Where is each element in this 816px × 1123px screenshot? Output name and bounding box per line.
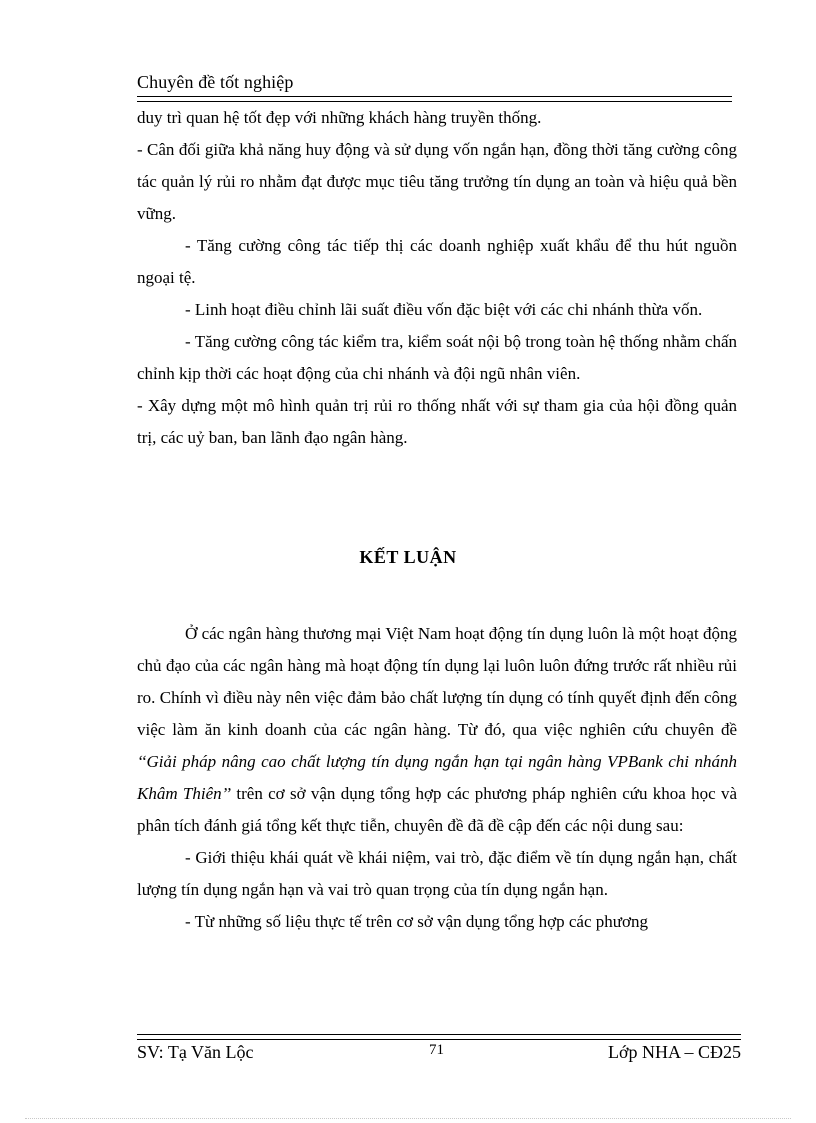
conclusion-body <box>137 618 737 938</box>
paragraph-internal-control: - Tăng cường công tác kiểm tra, kiểm soát nội bộ trong toàn hệ thống nhằm chấn chỉnh kịp thời các hoạt động của chi nhánh và đội ngũ nhân viên. <box>137 332 737 383</box>
conclusion-intro-paragraph <box>137 618 737 842</box>
conclusion-intro-text: Ở các ngân hàng thương mại Việt Nam hoạt động tín dụng luôn là một hoạt động chủ đạo của các ngân hàng mà hoạt động tín dụng lại luôn luôn đứng trước rất nhiều rủi ro. Chính vì điều này nên việc đảm bảo chất lượng tín dụng có tính quyết định đến công việc làm ăn kinh doanh của các ngân hàng. Từ đó, qua việc nghiên cứu chuyên đề <box>137 624 737 739</box>
upper-body <box>137 102 737 454</box>
conclusion-point-data: - Từ những số liệu thực tế trên cơ sở vận dụng tổng hợp các phương <box>185 912 648 931</box>
thesis-title-italic: ‘‘Giải pháp nâng cao chất lượng tín dụng ngắn hạn tại ngân hàng VPBank chi nhánh Khâm Thiên’’ <box>137 752 737 803</box>
page-bottom-dotted-border <box>25 1118 791 1119</box>
footer-page-number: 71 <box>429 1042 444 1058</box>
page-header-title: Chuyên đề tốt nghiệp <box>137 72 294 92</box>
paragraph-risk-model: - Xây dựng một mô hình quản trị rủi ro thống nhất với sự tham gia của hội đồng quản trị, các uỷ ban, ban lãnh đạo ngân hàng. <box>137 396 737 447</box>
footer-student-name: SV: Tạ Văn Lộc <box>137 1042 254 1062</box>
footer-class: Lớp NHA – CĐ25 <box>607 1042 741 1062</box>
section-title-conclusion: KẾT LUẬN <box>359 547 457 567</box>
paragraph-capital-balance: - Cân đối giữa khả năng huy động và sử dụng vốn ngắn hạn, đồng thời tăng cường công tác quản lý rủi ro nhằm đạt được mục tiêu tăng trưởng tín dụng an toàn và hiệu quả bền vững. <box>137 140 737 223</box>
paragraph-export-marketing: - Tăng cường công tác tiếp thị các doanh nghiệp xuất khẩu để thu hút nguồn ngoại tệ. <box>137 236 737 287</box>
conclusion-point-overview: - Giới thiệu khái quát về khái niệm, vai trò, đặc điểm về tín dụng ngắn hạn, chất lượng tín dụng ngắn hạn và vai trò quan trọng của tín dụng ngắn hạn. <box>137 848 737 899</box>
paragraph-continuation: duy trì quan hệ tốt đẹp với những khách hàng truyền thống. <box>137 108 542 127</box>
paragraph-interest-rate: - Linh hoạt điều chỉnh lãi suất điều vốn đặc biệt với các chi nhánh thừa vốn. <box>185 300 703 319</box>
conclusion-intro-tail: trên cơ sở vận dụng tổng hợp các phương pháp nghiên cứu khoa học và phân tích đánh giá tổng kết thực tiễn, chuyên đề đã đề cập đến các nội dung sau: <box>137 784 737 835</box>
footer-double-rule <box>137 1034 741 1040</box>
page-footer <box>137 1042 741 1068</box>
